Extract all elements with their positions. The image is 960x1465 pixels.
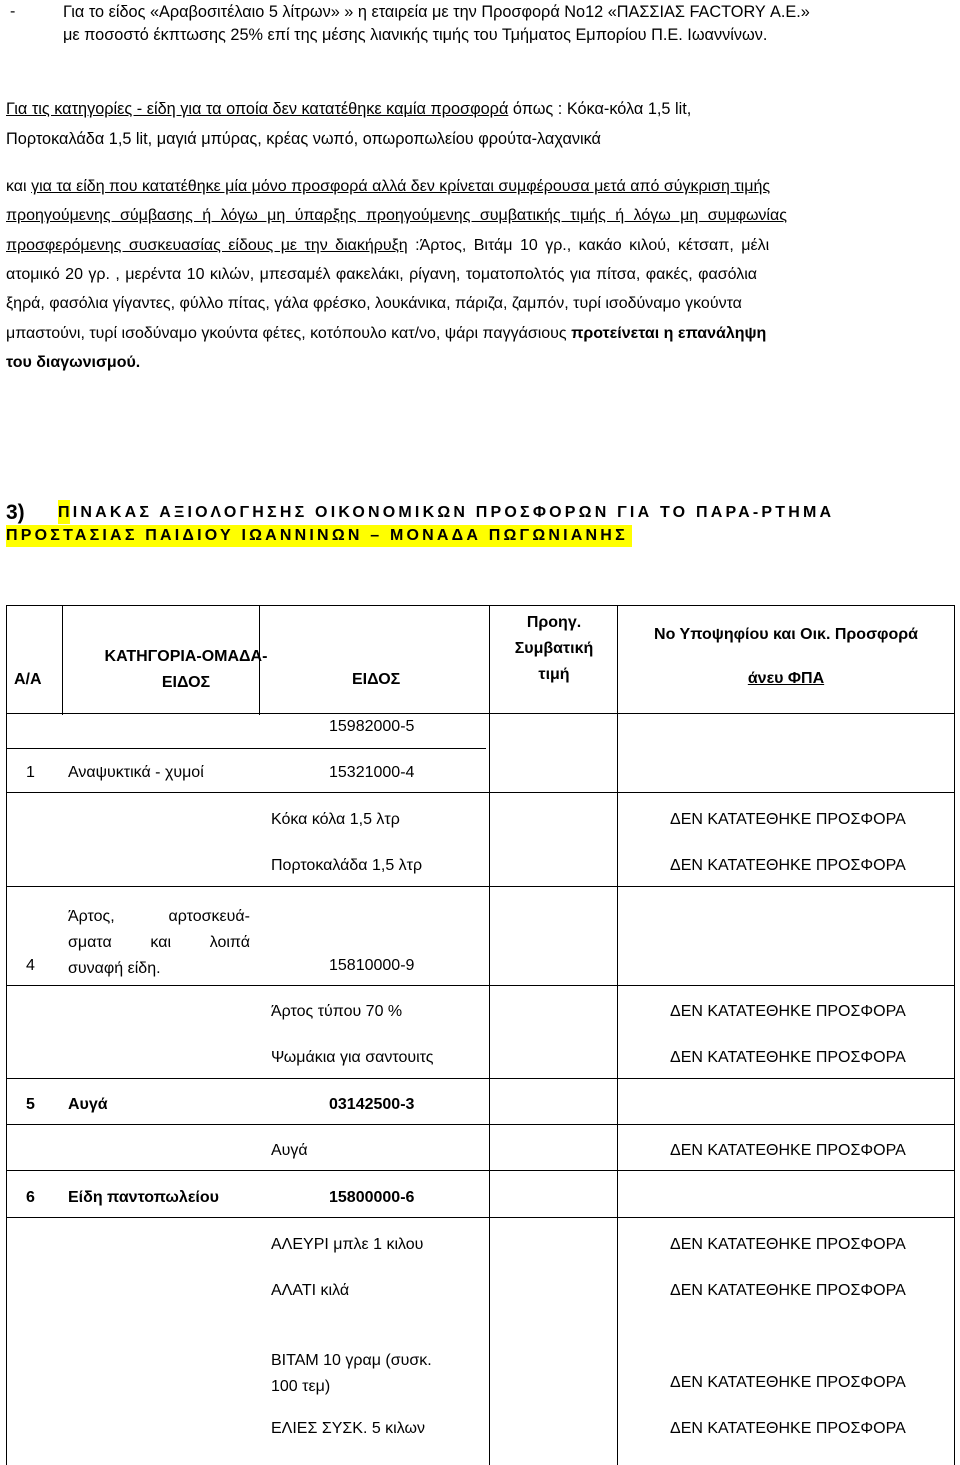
row-number: 1	[26, 764, 35, 781]
para2-underlined-1: για τα είδη που κατατέθηκε μία μόνο προσφορά αλλά δεν κρίνεται συμφέρουσα μετά από σύγκριση τιμής	[31, 178, 771, 195]
heading-number: 3)	[6, 501, 25, 524]
item-name: Άρτος τύπου 70 %	[271, 1003, 403, 1020]
header-offer-l2: άνευ ΦΠΑ	[747, 670, 825, 687]
category-word: λοιπά	[209, 934, 250, 951]
para2-line-7: του διαγωνισμού.	[6, 354, 141, 371]
row-category: Είδη παντοπωλείου	[68, 1189, 219, 1206]
para2-items-start: :Άρτος, Βιτάμ 10 γρ., κακάο κιλού, κέτσαπ, μέλι	[407, 237, 770, 254]
row-number: 4	[26, 957, 35, 974]
header-category-l2: ΕΙΔΟΣ	[161, 674, 211, 691]
category-word: και	[150, 934, 171, 951]
para2-items-end: μπαστούνι, τυρί ισοδύναμο γκούντα φέτες, κοτόπουλο κατ/νο, ψάρι παγγάσιους	[6, 325, 572, 342]
offer-status: ΔΕΝ ΚΑΤΑΤΕΘΗΚΕ ΠΡΟΣΦΟΡΑ	[670, 811, 906, 828]
para1-line-1	[6, 99, 691, 119]
heading-line-1: ΠΙΝΑΚΑΣ ΑΞΙΟΛΟΓΗΣΗΣ ΟΙΚΟΝΟΜΙΚΩΝ ΠΡΟΣΦΟΡΩΝ ΓΙΑ ΤΟ ΠΑΡΑ-ΡΤΗΜΑ	[58, 504, 835, 521]
header-price-l3: τιμή	[538, 666, 570, 683]
offer-status: ΔΕΝ ΚΑΤΑΤΕΘΗΚΕ ΠΡΟΣΦΟΡΑ	[670, 1420, 906, 1437]
para2-line-5: ξηρά, φασόλια γίγαντες, φύλλο πίτας, γάλα φρέσκο, λουκάνικα, πάριζα, ζαμπόν, τυρί ισοδύναμο γκούντα	[6, 295, 742, 312]
offer-status: ΔΕΝ ΚΑΤΑΤΕΘΗΚΕ ΠΡΟΣΦΟΡΑ	[670, 1236, 906, 1253]
para1-underlined: Για τις κατηγορίες - είδη για τα οποία δεν κατατέθηκε καμία προσφορά	[6, 100, 509, 118]
header-category-l1: ΚΑΤΗΓΟΡΙΑ-ΟΜΑΔΑ-	[104, 648, 268, 665]
offer-status: ΔΕΝ ΚΑΤΑΤΕΘΗΚΕ ΠΡΟΣΦΟΡΑ	[670, 857, 906, 874]
item-name: ΕΛΙΕΣ ΣΥΣΚ. 5 κιλων	[271, 1420, 425, 1437]
para2-line-1	[6, 177, 770, 197]
bullet-marker: -	[10, 3, 16, 20]
heading-line-2: ΠΡΟΣΤΑΣΙΑΣ ΠΑΙΔΙΟΥ ΙΩΑΝΝΙΝΩΝ – ΜΟΝΑΔΑ ΠΩΓΩΝΙΑΝΗΣ	[6, 525, 632, 547]
offer-status: ΔΕΝ ΚΑΤΑΤΕΘΗΚΕ ΠΡΟΣΦΟΡΑ	[670, 1282, 906, 1299]
cpv-code: 15982000-5	[329, 718, 415, 735]
para2-line-6	[6, 324, 766, 344]
cpv-code: 15810000-9	[329, 957, 415, 974]
offer-status: ΔΕΝ ΚΑΤΑΤΕΘΗΚΕ ΠΡΟΣΦΟΡΑ	[670, 1142, 906, 1159]
para2-line-2	[6, 206, 787, 226]
offer-status: ΔΕΝ ΚΑΤΑΤΕΘΗΚΕ ΠΡΟΣΦΟΡΑ	[670, 1374, 906, 1391]
item-name: ΑΛΑΤΙ κιλά	[271, 1282, 350, 1299]
cpv-code: 03142500-3	[329, 1096, 415, 1113]
category-word: συναφή είδη.	[68, 960, 161, 977]
row-category: Αυγά	[68, 1096, 108, 1113]
intro-line-2: με ποσοστό έκπτωσης 25% επί της μέσης λιανικής τιμής του Τμήματος Εμπορίου Π.Ε. Ιωαννίνων.	[63, 26, 768, 43]
para1-line-2: Πορτοκαλάδα 1,5 lit, μαγιά μπύρας, κρέας νωπό, οπωροπωλείου φρούτα-λαχανικά	[6, 130, 601, 148]
intro-line-1: Για το είδος «Αραβοσιτέλαιο 5 λίτρων» » η εταιρεία με την Προσφορά Νο12 «ΠΑΣΣΙΑΣ FACTORY Α.Ε.»	[63, 3, 810, 21]
para2-line-4: ατομικό 20 γρ. , μερέντα 10 κιλών, μπεσαμέλ φακελάκι, ρίγανη, τοματοπολτός για πίτσα, φακές, φασόλια	[6, 266, 758, 283]
header-price-l2: Συμβατική	[514, 640, 594, 657]
category-word: Άρτος,	[68, 908, 115, 925]
header-offer	[618, 622, 954, 692]
item-name	[271, 1348, 432, 1400]
evaluation-table	[6, 605, 955, 1465]
header-item: ΕΙΔΟΣ	[352, 671, 401, 688]
item-name-l1: ΒΙΤΑΜ 10 γραμ (συσκ.	[271, 1352, 432, 1369]
cpv-code: 15800000-6	[329, 1189, 415, 1206]
header-category	[62, 644, 310, 696]
header-offer-l1: Νο Υποψηφίου και Οικ. Προσφορά	[654, 626, 918, 643]
cpv-code: 15321000-4	[329, 764, 415, 781]
header-aa: Α/Α	[14, 671, 42, 688]
row-number: 6	[26, 1189, 35, 1206]
header-price-l1: Προηγ.	[526, 614, 582, 631]
para1-rest: όπως : Κόκα-κόλα 1,5 lit,	[508, 100, 692, 118]
para2-start: και	[6, 178, 32, 195]
row-category	[68, 904, 250, 982]
section-heading	[6, 500, 946, 548]
category-word: σματα	[68, 934, 112, 951]
category-word: αρτοσκευά-	[168, 908, 250, 925]
row-number: 5	[26, 1096, 35, 1113]
item-name: ΑΛΕΥΡΙ μπλε 1 κιλου	[271, 1236, 424, 1253]
offer-status: ΔΕΝ ΚΑΤΑΤΕΘΗΚΕ ΠΡΟΣΦΟΡΑ	[670, 1049, 906, 1066]
row-category: Αναψυκτικά - χυμοί	[68, 764, 204, 781]
para2-line-3	[6, 236, 769, 256]
item-name-l2: 100 τεμ)	[271, 1378, 331, 1395]
offer-status: ΔΕΝ ΚΑΤΑΤΕΘΗΚΕ ΠΡΟΣΦΟΡΑ	[670, 1003, 906, 1020]
item-name: Πορτοκαλάδα 1,5 λτρ	[271, 857, 423, 874]
item-name: Κόκα κόλα 1,5 λτρ	[271, 811, 400, 828]
para2-proposal: προτείνεται η επανάληψη	[571, 325, 767, 342]
para2-underlined-2: προηγούμενης σύμβασης ή λόγω μη ύπαρξης προηγούμενης συμβατικής τιμής ή λόγω μη συμφωνίας	[6, 207, 787, 224]
para2-underlined-3: προσφερόμενης συσκευασίας είδους με την διακήρυξη	[6, 237, 408, 254]
item-name: Αυγά	[271, 1142, 308, 1159]
header-prev-price	[490, 610, 618, 688]
item-name: Ψωμάκια για σαντουιτς	[271, 1049, 434, 1066]
